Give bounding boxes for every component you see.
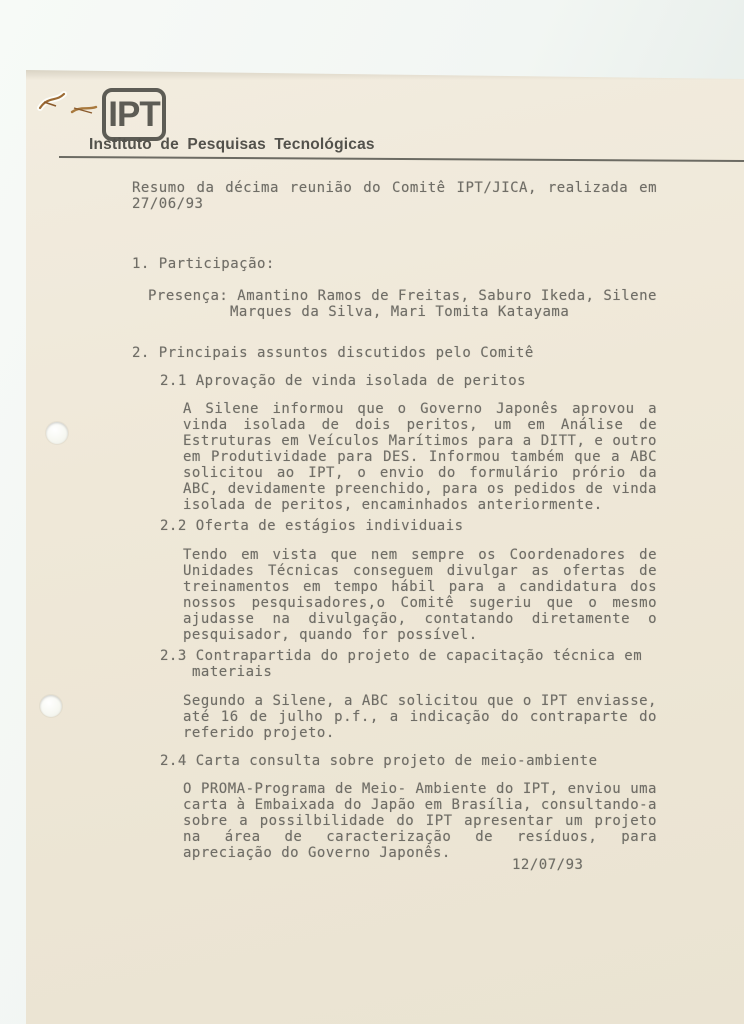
text-line: apreciação do Governo Japonês. <box>183 845 451 861</box>
text-line: Unidades Técnicas conseguem divulgar as ofertas de <box>183 563 657 579</box>
s21-para <box>183 401 657 513</box>
text-line: isolada de peritos, encaminhados anteriormente. <box>183 497 603 513</box>
text-line: pesquisador, quando for possível. <box>183 627 478 643</box>
text-line: referido projeto. <box>183 725 335 741</box>
staple-rust-mark <box>34 84 106 124</box>
text-line: ABC, devidamente preenchido, para os pedidos de vinda <box>183 481 657 497</box>
intro <box>132 180 657 212</box>
text-line: 2.3 Contrapartida do projeto de capacitação técnica em <box>160 648 643 664</box>
text-line: 27/06/93 <box>132 196 204 212</box>
text-line: vinda isolada de dois peritos, um em Análise de <box>183 417 657 433</box>
punch-hole-bottom <box>40 695 62 717</box>
text-line: materiais <box>192 664 273 680</box>
attendance <box>132 288 657 320</box>
text-line: Segundo a Silene, a ABC solicitou que o IPT enviasse, <box>183 693 657 709</box>
text-line: Resumo da décima reunião do Comitê IPT/JICA, realizada em <box>132 180 657 196</box>
header-rule <box>59 156 744 162</box>
text-line: 1. Participação: <box>132 256 275 272</box>
punch-hole-top <box>46 422 68 444</box>
s21-heading <box>132 373 657 389</box>
text-line: Tendo em vista que nem sempre os Coordenadores de <box>183 547 657 563</box>
org-name: Instituto de Pesquisas Tecnológicas <box>89 136 375 153</box>
text-line: nossos pesquisadores,o Comitê sugeriu que o mesmo <box>183 595 657 611</box>
text-line: 2.4 Carta consulta sobre projeto de meio-ambiente <box>160 753 598 769</box>
s24-para <box>183 781 657 861</box>
s22-para <box>183 547 657 643</box>
text-line: Estruturas em Veículos Marítimos para a DITT, e outro <box>183 433 657 449</box>
s23-para <box>183 693 657 741</box>
s22-heading <box>132 518 657 534</box>
date-line <box>512 857 712 873</box>
text-line: Presença: Amantino Ramos de Freitas, Saburo Ikeda, Silene <box>148 288 657 304</box>
text-line: 2. Principais assuntos discutidos pelo Comitê <box>132 345 534 361</box>
text-line: 2.2 Oferta de estágios individuais <box>160 518 464 534</box>
text-line: ajudasse na divulgação, contatando diretamente o <box>183 611 657 627</box>
text-line: A Silene informou que o Governo Japonês aprovou a <box>183 401 657 417</box>
text-line: em Produtividade para DES. Informou também que a ABC <box>183 449 657 465</box>
ipt-logo-text: IPT <box>108 94 160 134</box>
text-line: O PROMA-Programa de Meio- Ambiente do IPT, enviou uma <box>183 781 657 797</box>
text-line: carta à Embaixada do Japão em Brasília, consultando-a <box>183 797 657 813</box>
text-line: 2.1 Aprovação de vinda isolada de peritos <box>160 373 527 389</box>
section-1-heading <box>132 256 657 272</box>
text-line: sobre a possilbilidade do IPT apresentar um projeto <box>183 813 657 829</box>
section-2-heading <box>132 345 657 361</box>
text-line: Marques da Silva, Mari Tomita Katayama <box>230 304 570 320</box>
text-line: até 16 de julho p.f., a indicação do contraparte do <box>183 709 657 725</box>
s23-heading <box>132 648 657 680</box>
text-line: treinamentos em tempo hábil para a candidatura dos <box>183 579 657 595</box>
text-line: solicitou ao IPT, o envio do formulário prório da <box>183 465 657 481</box>
text-line: 12/07/93 <box>512 857 584 873</box>
ipt-logo <box>102 88 166 141</box>
text-line: na área de caracterização de resíduos, para <box>183 829 657 845</box>
s24-heading <box>132 753 657 769</box>
